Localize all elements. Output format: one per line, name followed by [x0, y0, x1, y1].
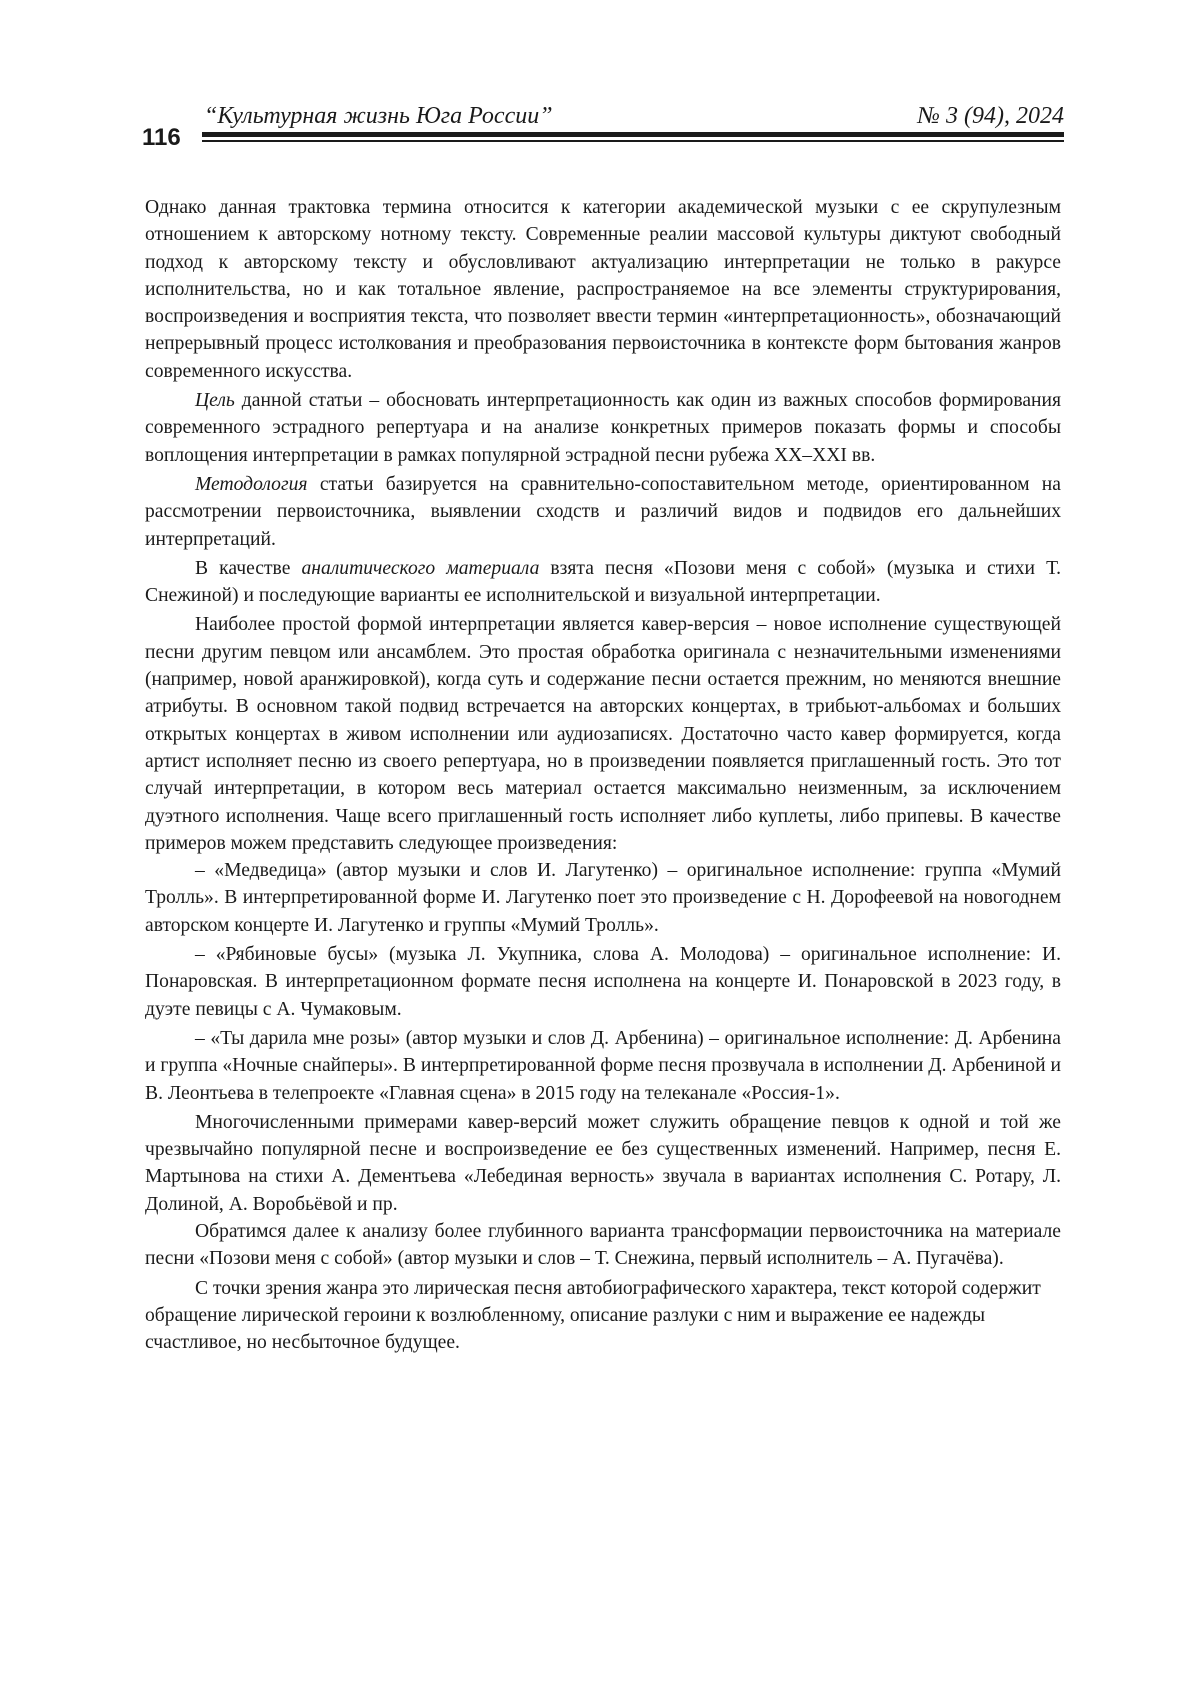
article-body	[145, 194, 1061, 1356]
journal-title: “Культурная жизнь Юга России”	[204, 103, 553, 129]
paragraph-9-examples: Многочисленными примерами кавер-версий может служить обращение певцов к одной и той же чрезвычайно популярной песне и воспроизведение ее без существен­ных изменений. Например, песня Е. Мартынова на стихи А. Дементьева «Лебединая верность» звучала в вариантах исполнения С. Ротару, Л. Долиной, А. Воробьёвой и пр.	[145, 1109, 1061, 1218]
italic-term-methodology: Методология	[195, 474, 308, 495]
italic-term-aim: Цель	[195, 390, 235, 411]
paragraph-1: Однако данная трактовка термина относится к категории академической музыки с ее скрупулезным отношением к авторскому нотному тексту. Современные реалии массо­вой культуры диктуют свободный подход к авторскому тексту и обусловливают акту­ализацию интерпретации не только в ракурсе исполнительства, но и как тотальное явление, распространяемое на все элементы структурирования, воспроизведения и вос­приятия текста, что позволяет ввести термин «интерпретационность», обозначающий непрерывный процесс истолкования и преобразования первоисточника в контексте форм бытования жанров современного искусства.	[145, 194, 1061, 385]
header-rule-thin	[202, 140, 1064, 142]
running-header	[142, 98, 1064, 150]
paragraph-2-text: данной статьи – обосновать интерпретационность как один из важных спо­собов формирования современного эстрадного репертуара и на анализе конкретных примеров показать формы и способы воплощения интерпретации в рамках популярной эстрадной песни рубежа XX–XXI вв.	[145, 390, 1061, 466]
issue-number: № 3 (94), 2024	[917, 103, 1064, 129]
paragraph-3-text: статьи базируется на сравнительно-сопоставительном методе, ориентированном на рассмотрении первоисточника, выявлении сходств и различий видов и подвидов его дальнейших интерпретаций.	[145, 474, 1061, 550]
paragraph-10-analysis: Обратимся далее к анализу более глубинного варианта трансформации первоис­точника на материале песни «Позови меня с собой» (автор музыки и слов – Т. Сне­жина, первый исполнитель – А. Пугачёва).	[145, 1218, 1061, 1273]
paragraph-4-lead: В качестве	[195, 558, 301, 579]
paragraph-2-aim	[145, 387, 1061, 469]
paragraph-3-methodology	[145, 471, 1061, 553]
paragraph-4-material	[145, 555, 1061, 610]
paragraph-5-cover: Наиболее простой формой интерпретации является кавер-версия – новое исполне­ние существующей песни другим певцом или ансамблем. Это простая обработка ори­гинала с незначительными изменениями (например, новой аранжировкой), когда суть и содержание песни остается прежним, но меняются внешние атрибуты. В основном такой подвид встречается на авторских концертах, в трибьют-альбомах и больших открытых концертах в живом исполнении или аудиозаписях. Достаточно часто кавер формируется, когда артист исполняет песню из своего репертуара, но в произведении появляется приглашенный гость. Это тот случай интерпретации, в котором весь мате­риал остается максимально неизменным, за исключением дуэтного исполнения. Чаще всего приглашенный гость исполняет либо куплеты, либо припевы. В качестве приме­ров можем представить следующее произведения:	[145, 611, 1061, 857]
italic-term-material: аналитического материала	[301, 558, 539, 579]
page-number: 116	[142, 125, 181, 151]
paragraph-11-genre: С точки зрения жанра это лирическая песня автобиографического характера, текст которой содержит обращение лирической героини к возлюбленному, описание разлуки с ним и выражение ее надежды счастливое, но несбыточное будущее.	[145, 1275, 1061, 1357]
paragraph-4-text: взята песня «Позови меня с собой» (музыка и стихи Т. Снежиной) и последующие варианты ее исполнительской и визуаль­ной интерпретации.	[145, 558, 1061, 606]
journal-page	[0, 0, 1200, 1698]
header-rule-thick	[202, 132, 1064, 137]
list-item-ty-darila: – «Ты дарила мне розы» (автор музыки и слов Д. Арбенина) – оригинальное исполнение: Д. Арбенина и группа «Ночные снайперы». В интерпретированной форме песня прозвучала в исполнении Д. Арбениной и В. Леонтьева в телепроекте «Главная сцена» в 2015 году на телеканале «Россия-1».	[145, 1025, 1061, 1107]
list-item-medveditsa: – «Медведица» (автор музыки и слов И. Лагутенко) – оригинальное исполнение: группа «Мумий Тролль». В интерпретированной форме И. Лагутенко поет это произве­дение с Н. Дорофеевой на новогоднем авторском концерте И. Лагутенко и группы «Мумий Тролль».	[145, 857, 1061, 939]
list-item-ryabinovye-busy: – «Рябиновые бусы» (музыка Л. Укупника, слова А. Молодова) – оригинальное исполнение: И. Понаровская. В интерпретационном формате песня исполнена на кон­церте И. Понаровской в 2023 году, в дуэте певицы с А. Чумаковым.	[145, 941, 1061, 1023]
